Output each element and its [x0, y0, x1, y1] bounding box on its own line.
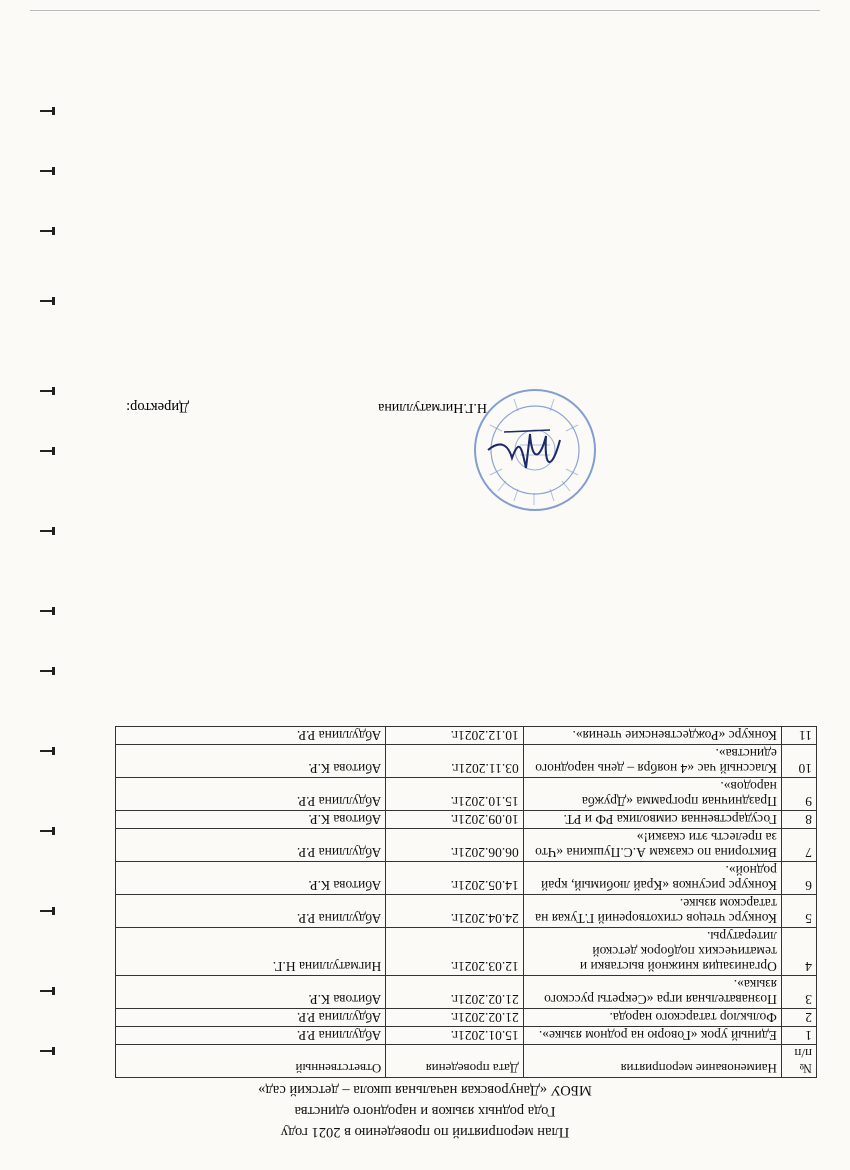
cell-date: 15.01.2021г. [386, 1027, 524, 1045]
table-row [116, 811, 817, 829]
cell-date: 21.02.2021г. [386, 976, 524, 1009]
cell-num: 7 [781, 829, 816, 862]
table-row [116, 862, 817, 895]
table-row [116, 976, 817, 1009]
cell-name: Единый урок «Говорю на родном языке». [523, 1027, 781, 1045]
table-row [116, 1027, 817, 1045]
cell-responsible: Абдуллина Р.Р. [116, 1027, 386, 1045]
cell-responsible: Абдуллина Р.Р. [116, 727, 386, 745]
cell-name: Классный час «4 ноября – день народного единства». [523, 745, 781, 778]
cell-num: 5 [781, 895, 816, 928]
cell-responsible: Абитова К.Р. [116, 745, 386, 778]
cell-date: 12.03.2021г. [386, 928, 524, 976]
cell-name: Конкурс «Рождественские чтения». [523, 727, 781, 745]
cell-date: 21.02.2021г. [386, 1009, 524, 1027]
title-line-2: Года родных языков и народного единства [294, 1103, 556, 1119]
header-name: Наименование мероприятия [523, 1045, 781, 1078]
cell-responsible: Абитова К.Р. [116, 811, 386, 829]
table-body [116, 727, 817, 1045]
table-row [116, 928, 817, 976]
table-row [116, 745, 817, 778]
cell-responsible: Нигматуллина Н.Г. [116, 928, 386, 976]
cell-num: 4 [781, 928, 816, 976]
cell-responsible: Абдуллина Р.Р. [116, 829, 386, 862]
cell-date: 10.12.2021г. [386, 727, 524, 745]
director-signature-line [37, 394, 817, 418]
header-num: № п/п [781, 1045, 816, 1078]
header-date: Дата проведения [386, 1045, 524, 1078]
cell-num: 11 [781, 727, 816, 745]
cell-num: 3 [781, 976, 816, 1009]
cell-name: Конкурс рисунков «Край любимый, край родной». [523, 862, 781, 895]
cell-num: 1 [781, 1027, 816, 1045]
cell-responsible: Абдуллина Р.Р. [116, 895, 386, 928]
cell-name: Государственная символика РФ и РТ. [523, 811, 781, 829]
cell-name: Организация книжной выставки и тематических подборок детской литературы. [523, 928, 781, 976]
document-title [0, 1079, 850, 1142]
director-name: Н.Г.Нигматуллина [378, 400, 487, 415]
cell-date: 03.11.2021г. [386, 745, 524, 778]
cell-responsible: Абитова К.Р. [116, 862, 386, 895]
table-row [116, 895, 817, 928]
cell-date: 14.05.2021г. [386, 862, 524, 895]
events-table [115, 726, 817, 1078]
cell-date: 06.06.2021г. [386, 829, 524, 862]
cell-name: Конкурс чтецов стихотворений Г.Тукая на татарском языке. [523, 895, 781, 928]
header-responsible: Ответственный [116, 1045, 386, 1078]
cell-date: 15.10.2021г. [386, 778, 524, 811]
cell-date: 10.09.2021г. [386, 811, 524, 829]
cell-name: Викторина по сказкам А.С.Пушкина «Что за прелесть эти сказки!» [523, 829, 781, 862]
cell-responsible: Абдуллина Р.Р. [116, 1009, 386, 1027]
director-handwritten-signature [480, 420, 570, 480]
cell-name: Праздничная программа «Дружба народов». [523, 778, 781, 811]
table-row [116, 829, 817, 862]
title-line-3: МБОУ «Дануровская начальная школа – детский сад» [258, 1082, 592, 1098]
cell-num: 9 [781, 778, 816, 811]
cell-num: 6 [781, 862, 816, 895]
title-line-1: План мероприятий по проведению в 2021 году [280, 1124, 570, 1140]
cell-num: 2 [781, 1009, 816, 1027]
director-label: Директор: [126, 399, 189, 415]
table-row [116, 1009, 817, 1027]
table-row [116, 727, 817, 745]
table-header-row [116, 1045, 817, 1078]
table-row [116, 778, 817, 811]
cell-date: 24.04.2021г. [386, 895, 524, 928]
cell-num: 10 [781, 745, 816, 778]
cell-name: Познавательная игра «Секреты русского языка». [523, 976, 781, 1009]
cell-responsible: Абдуллина Р.Р. [116, 778, 386, 811]
cell-name: Фольклор татарского народа. [523, 1009, 781, 1027]
cell-responsible: Абитова К.Р. [116, 976, 386, 1009]
cell-num: 8 [781, 811, 816, 829]
